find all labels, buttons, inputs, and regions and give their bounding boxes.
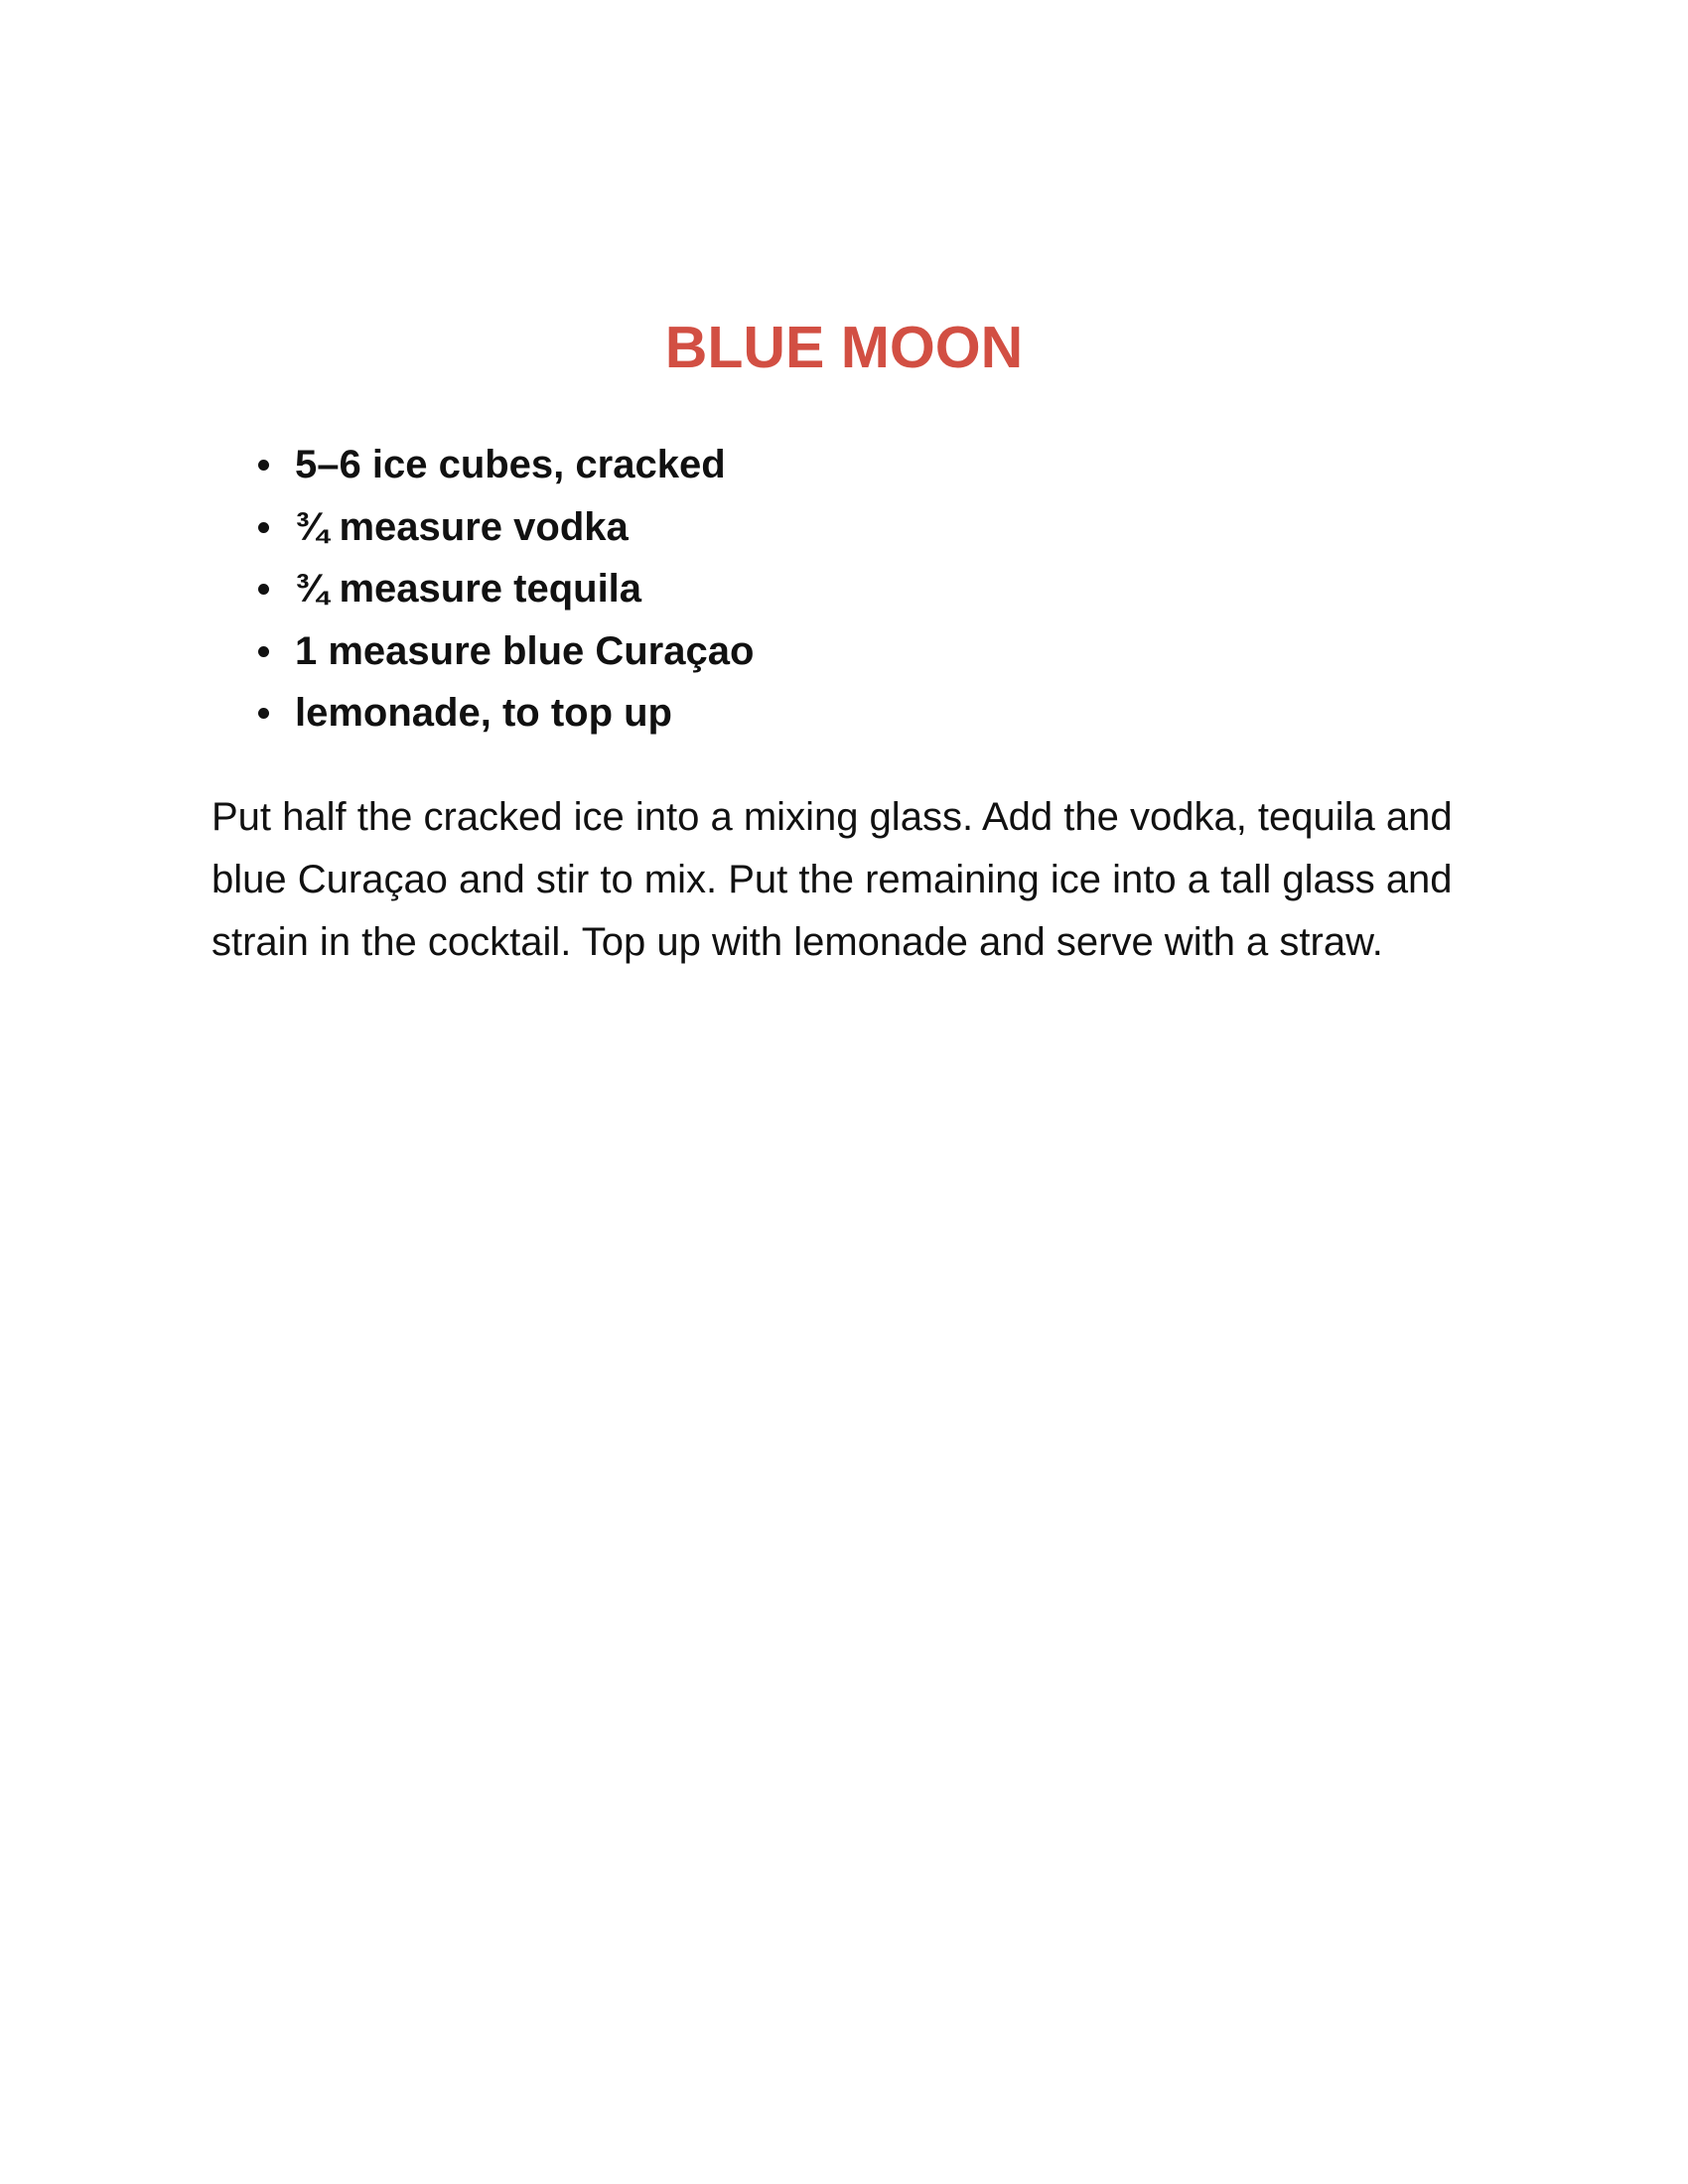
bullet-icon — [258, 584, 269, 595]
bullet-icon — [258, 708, 269, 719]
ingredient-text: ¾ measure tequila — [295, 567, 642, 611]
ingredient-item — [248, 434, 754, 496]
recipe-title: BLUE MOON — [664, 315, 1024, 380]
ingredient-list — [248, 434, 754, 745]
bullet-icon — [258, 522, 269, 533]
ingredient-item — [248, 682, 754, 745]
ingredient-text: ¾ measure vodka — [295, 504, 629, 549]
bullet-icon — [258, 460, 269, 471]
ingredient-text: 5–6 ice cubes, cracked — [295, 443, 726, 486]
method-paragraph: Put half the cracked ice into a mixing glass. Add the vodka, tequila and blue Curaçao and stir to mix. Put the remaining ice into a tall glass and strain in the cocktail. Top up with lemonade and serve with a straw. — [211, 795, 1453, 964]
ingredient-text: 1 measure blue Curaçao — [295, 628, 755, 673]
ingredient-item — [248, 558, 754, 620]
bullet-icon — [258, 646, 269, 657]
ingredient-item — [248, 620, 754, 683]
ingredient-text: lemonade, to top up — [295, 691, 672, 735]
ingredient-item — [248, 496, 754, 559]
